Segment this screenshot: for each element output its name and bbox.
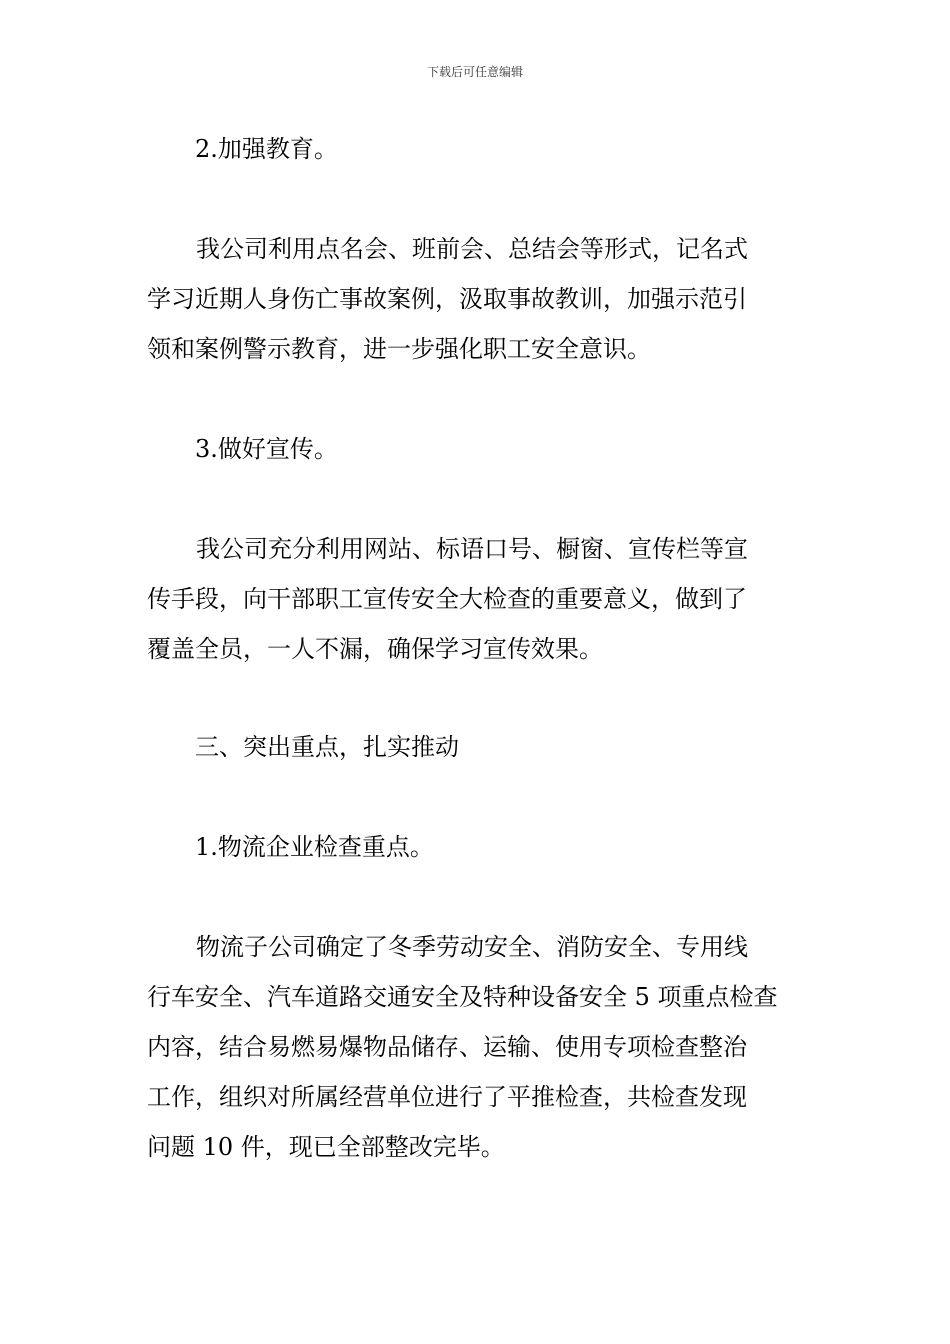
paragraph-line: 覆盖全员，一人不漏，确保学习宣传效果。 [147,635,603,663]
section-heading-focus: 三、突出重点，扎实推动 [195,733,459,761]
paragraph-line: 工作，组织对所属经营单位进行了平推检查，共检查发现 [147,1083,747,1111]
paragraph-line: 领和案例警示教育，进一步强化职工安全意识。 [147,335,651,363]
paragraph-line: 我公司利用点名会、班前会、总结会等形式，记名式 [196,235,748,263]
paragraph-line: 传手段，向干部职工宣传安全大检查的重要意义，做到了 [147,585,747,613]
section-heading-logistics: 1.物流企业检查重点。 [195,833,434,861]
paragraph-line: 问题 10 件，现已全部整改完毕。 [147,1133,505,1161]
paragraph-line: 物流子公司确定了冬季劳动安全、消防安全、专用线 [196,933,748,961]
paragraph-line: 行车安全、汽车道路交通安全及特种设备安全 5 项重点检查 [147,983,778,1011]
section-heading-publicity: 3.做好宣传。 [195,435,338,463]
page-header: 下载后可任意编辑 [426,65,523,79]
section-heading-education: 2.加强教育。 [195,135,338,163]
paragraph-publicity [147,524,817,674]
paragraph-line: 内容，结合易燃易爆物品储存、运输、使用专项检查整治 [147,1033,747,1061]
paragraph-line: 学习近期人身伤亡事故案例，汲取事故教训，加强示范引 [147,285,747,313]
paragraph-line: 我公司充分利用网站、标语口号、橱窗、宣传栏等宣 [196,535,748,563]
paragraph-education [147,224,817,374]
paragraph-logistics [147,922,817,1172]
